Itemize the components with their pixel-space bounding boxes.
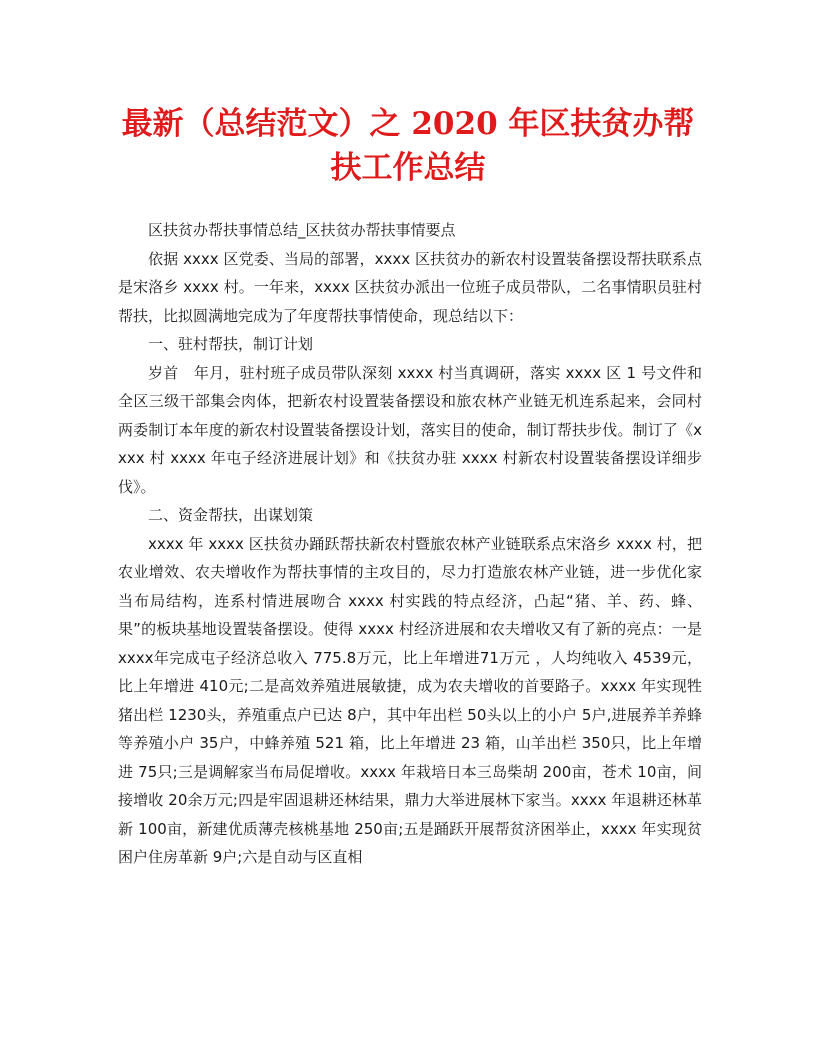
section-2-paragraph: xxxx 年 xxxx 区扶贫办踊跃帮扶新农村暨旅农林产业链联系点宋洛乡 xxxx 村，把农业增效、农夫增收作为帮扶事情的主攻目的，尽力打造旅农林产业链，进一步优化家当布局结构，连系村情进展吻合 xxxx 村实践的特点经济，凸起“猪、羊、药、蜂、果”的板块基地设置装备摆设。使得 xxxx 村经济进展和农夫增收又有了新的亮点：一是 xxxx年完成屯子经济总收入 775.8万元，比上年增进71万元 ，人均纯收入 4539元，比上年增进 410元;二是高效养殖进展敏捷，成为农夫增收的首要路子。xxxx 年实现牲猪出栏 1230头，养殖重点户已达 8户，其中年出栏 50头以上的小户 5户,进展养羊养蜂等养殖小户 35户，中蜂养殖 521 箱，比上年增进 23 箱，山羊出栏 350只，比上年增进 75只;三是调解家当布局促增收。xxxx 年栽培日本三岛柴胡 200亩，苍术 10亩，间接增收 20余万元;四是牢固退耕还林结果，鼎力大举进展林下家当。xxxx 年退耕还林革新 100亩，新建优质薄壳核桃基地 250亩;五是踊跃开展帮贫济困举止，xxxx 年实现贫困户住房革新 9户;六是自动与区直相 xyxy=(118,534,702,866)
subtitle-paragraph: 区扶贫办帮扶事情总结_区扶贫办帮扶事情要点 xyxy=(148,221,456,239)
document-title xyxy=(100,102,716,190)
intro-paragraph: 依据 xxxx 区党委、当局的部署，xxxx 区扶贫办的新农村设置装备摆设帮扶联系点是宋洛乡 xxxx 村。一年来，xxxx 区扶贫办派出一位班子成员带队，二名事情职员驻村帮扶，比拟圆满地完成为了年度帮扶事情使命，现总结以下： xyxy=(118,249,702,325)
document-body xyxy=(118,216,702,872)
section-heading-2: 二、资金帮扶，出谋划策 xyxy=(148,506,314,524)
title-line-1: 最新（总结范文）之 2020 年区扶贫办帮 xyxy=(121,106,695,142)
section-1-paragraph: 岁首 年月，驻村班子成员带队深刻 xxxx 村当真调研，落实 xxxx 区 1 号文件和全区三级干部集会肉体，把新农村设置装备摆设和旅农林产业链无机连系起来，会同村两委制订本年度的新农村设置装备摆设计划，落实目的使命，制订帮扶步伐。制订了《xxxx 村 xxxx 年屯子经济进展计划》和《扶贫办驻 xxxx 村新农村设置装备摆设详细步伐》。 xyxy=(118,363,702,496)
section-heading-1: 一、驻村帮扶，制订计划 xyxy=(148,335,314,353)
title-line-2: 扶工作总结 xyxy=(330,150,486,186)
